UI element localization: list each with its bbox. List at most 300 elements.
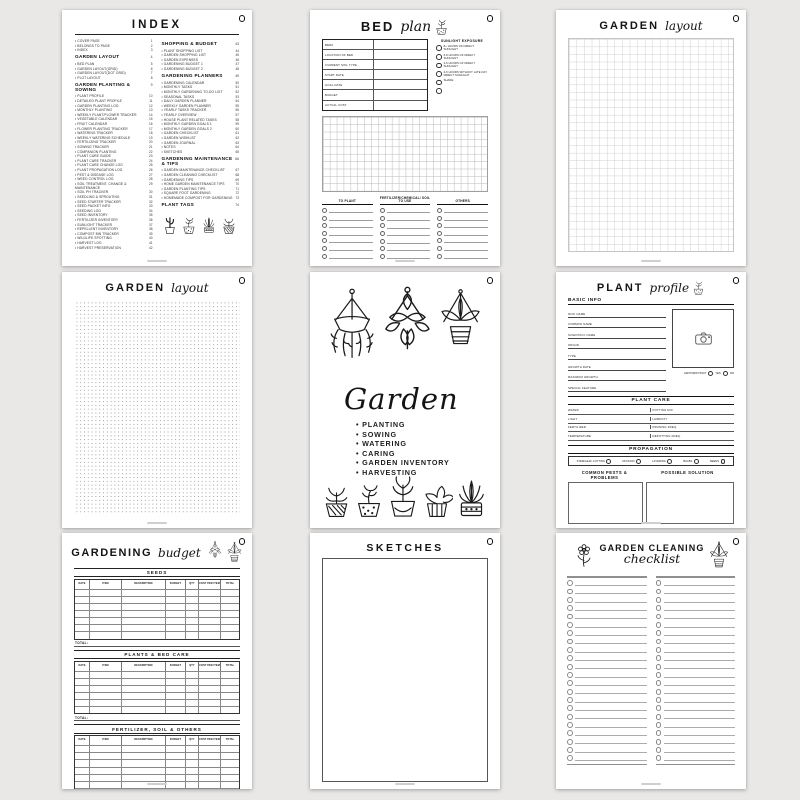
- index-entry-page: 50: [235, 80, 239, 85]
- index-entry: [162, 168, 240, 172]
- checklist-row: [322, 207, 373, 215]
- checklist-row: [380, 237, 431, 245]
- index-entry: [75, 236, 153, 240]
- write-line: [575, 714, 646, 720]
- table-row: [75, 671, 239, 678]
- checkbox-circle-icon: [567, 622, 573, 628]
- index-entry-page: 16: [148, 122, 153, 127]
- solution-header: POSSIBLE SOLUTION: [661, 470, 714, 476]
- potted-plant-icon: [692, 280, 705, 295]
- index-entry-title: • GARDEN PLANTING TIPS: [162, 187, 206, 191]
- index-entry-title: • HOME GARDEN MAINTENANCE TIPS: [162, 182, 225, 186]
- checklist-row: [437, 245, 488, 253]
- index-entry: [162, 74, 240, 79]
- index-entry-title: • SUNLIGHT TRACKER: [75, 223, 112, 227]
- write-line: [444, 216, 488, 221]
- checklist-row: [322, 230, 373, 238]
- radio-circle-icon: [436, 80, 442, 86]
- checkbox-circle-icon: [322, 216, 327, 221]
- care-label-right: HUMIDITY: [650, 417, 705, 421]
- column-header: DATE: [75, 580, 90, 589]
- checklist-row: [656, 587, 736, 595]
- checklist-row: [567, 587, 647, 595]
- checklist-row: [567, 746, 647, 754]
- write-line: [329, 223, 373, 228]
- checklist-row: [567, 662, 647, 670]
- index-entry-title: • FLOWER PLANTING TRACKER: [75, 127, 128, 131]
- striped-pot-icon: [421, 480, 453, 518]
- write-line: [444, 246, 488, 251]
- checklist-row: [437, 222, 488, 230]
- air-yes-label: YES: [715, 371, 721, 375]
- checkbox-circle-icon: [567, 589, 573, 595]
- write-line: [329, 231, 373, 236]
- bed-info-row: [323, 101, 427, 110]
- index-entry: [162, 141, 240, 145]
- checkbox-circle-icon: [567, 747, 573, 753]
- index-entry: [162, 145, 240, 149]
- write-line: [664, 714, 735, 720]
- checkbox-circle-icon: [567, 639, 573, 645]
- care-label-right: PRUNING FREQ.: [650, 425, 705, 429]
- index-entry-page: 68: [235, 173, 239, 178]
- checklist-row: [567, 612, 647, 620]
- index-entry: [162, 150, 240, 154]
- page-title-main: GARDEN: [599, 20, 660, 32]
- index-entry-page: 2: [150, 43, 153, 48]
- index-entry-title: • COMPANION PLANTING: [75, 150, 117, 154]
- index-entry-title: • HOUSE PLANT RELATED TASKS: [162, 118, 217, 122]
- checkbox-circle-icon: [656, 605, 662, 611]
- index-entry-title: • GARDEN MAINTENANCE CHECKLIST: [162, 168, 226, 172]
- index-entry-title: • BED PLAN: [75, 62, 94, 66]
- list-header: TO PLANT: [322, 197, 373, 206]
- checkbox-circle-icon: [656, 680, 662, 686]
- sunlight-option: [436, 79, 488, 85]
- index-entry: [75, 99, 153, 103]
- checkbox-circle-icon: [437, 223, 442, 228]
- index-entry-page: 3: [150, 48, 153, 53]
- column-header: QTY: [186, 736, 199, 745]
- write-line: [387, 223, 431, 228]
- index-entry-title: • WEED CONTROL LOG: [75, 177, 114, 181]
- footer-logo-mark: [395, 783, 415, 786]
- write-line: [664, 747, 735, 753]
- checkbox-circle-icon: [567, 614, 573, 620]
- bed-info-row: [323, 90, 427, 100]
- propagation-option: [622, 459, 640, 464]
- index-entry-page: 9: [150, 82, 153, 87]
- index-entry: [75, 190, 153, 194]
- index-entry: [162, 178, 240, 182]
- big-leaf-pot-icon: [385, 475, 421, 518]
- checklist-row: [380, 222, 431, 230]
- index-entry: [75, 127, 153, 131]
- table-row: [75, 617, 239, 624]
- table-header-row: [75, 661, 239, 671]
- fertilizer-list: [380, 197, 431, 260]
- sunlight-option: [436, 88, 488, 94]
- index-entry: [75, 113, 153, 117]
- index-entry-title: • FERTILIZING TRACKER: [75, 140, 116, 144]
- checklist-row: [437, 214, 488, 222]
- index-entry-page: 15: [148, 117, 153, 122]
- index-entry-title: • INDEX: [75, 48, 88, 52]
- index-column-right: [162, 39, 240, 250]
- index-entry-title: • GARDEN LAYOUT(GRID): [75, 67, 118, 71]
- index-entry-title: • DETAILED PLANT PROFILE: [75, 99, 122, 103]
- photo-column: [672, 307, 734, 392]
- footer-logo-mark: [147, 783, 167, 786]
- index-entry: [162, 127, 240, 131]
- column-bottom-bar: [656, 764, 736, 765]
- index-entry-page: 18: [148, 131, 153, 136]
- index-entry-page: 10: [148, 94, 153, 99]
- write-line: [575, 639, 646, 645]
- checkbox-circle-icon: [656, 622, 662, 628]
- checkbox-circle-icon: [567, 655, 573, 661]
- index-entry: [75, 44, 153, 48]
- column-header: DATE: [75, 736, 90, 745]
- checklist-row: [567, 671, 647, 679]
- bed-info-value: [374, 70, 427, 79]
- checkbox-circle-icon: [380, 208, 385, 213]
- write-line: [575, 706, 646, 712]
- hole-ring-icon: [239, 538, 246, 545]
- index-entry: [75, 168, 153, 172]
- checkbox-circle-icon: [322, 208, 327, 213]
- checklist-row: [322, 252, 373, 260]
- leafy-pot-icon: [221, 213, 237, 237]
- index-entry: [75, 71, 153, 75]
- index-entry-page: 38: [148, 227, 153, 232]
- checklist-row: [380, 207, 431, 215]
- index-entry-page: 24: [148, 158, 153, 163]
- index-entry-title: • PLOT LAYOUT: [75, 76, 101, 80]
- index-entry: [75, 154, 153, 158]
- page-title-main: GARDEN: [105, 282, 166, 294]
- index-entry-title: • GARDEN PLANTING LOG: [75, 104, 119, 108]
- index-entry-title: • GARDENING BUDGET 2: [162, 67, 203, 71]
- checkbox-circle-icon: [322, 246, 327, 251]
- care-label-left: WATER: [568, 408, 579, 413]
- sprout-pot-icon: [353, 481, 385, 518]
- radio-circle-icon: [436, 54, 442, 60]
- index-entry-title: • SEED STARTER TRACKER: [75, 200, 121, 204]
- hole-ring-icon: [733, 277, 740, 284]
- sunlight-exposure-section: [436, 39, 488, 111]
- index-entry-title: • GARDEN CHECKLIST: [162, 131, 199, 135]
- checkbox-circle-icon: [656, 672, 662, 678]
- index-entry: [75, 136, 153, 140]
- flower-icon: [572, 541, 596, 569]
- index-entry-title: • GARDEN JOURNAL: [162, 141, 196, 145]
- checklist-row: [567, 729, 647, 737]
- footer-logo-mark: [641, 522, 661, 525]
- checklist-row: [656, 596, 736, 604]
- write-line: [575, 672, 646, 678]
- table-row: [75, 678, 239, 685]
- basic-info-field-label: ORIGIN: [568, 339, 666, 350]
- index-entry: [75, 209, 153, 213]
- index-entry: [75, 83, 153, 93]
- column-header: BUDGET: [166, 580, 186, 589]
- index-entry-title: • GARDENING BUDGET 1: [162, 62, 203, 66]
- index-entry-title: • SEEDING LOG: [75, 209, 101, 213]
- checkbox-circle-icon: [656, 705, 662, 711]
- index-entry-page: 66: [235, 156, 239, 161]
- index-entry: [75, 104, 153, 108]
- index-entry-page: 17: [148, 126, 153, 131]
- checklist-row: [656, 754, 736, 762]
- sunlight-title: SUNLIGHT EXPOSURE: [440, 39, 484, 43]
- index-entry-page: 59: [235, 122, 239, 127]
- index-entry-title: • GARDENING TIPS: [162, 178, 194, 182]
- column-top-bar: [567, 576, 647, 578]
- table-row: [75, 631, 239, 638]
- index-entry-page: 65: [235, 149, 239, 154]
- index-entry-title: GARDENING PLANNERS: [161, 73, 223, 79]
- checkbox-circle-icon: [567, 689, 573, 695]
- index-entry-page: 6: [150, 66, 153, 71]
- index-entry-page: 5: [150, 61, 153, 66]
- to-plant-list: [322, 197, 373, 260]
- care-label-left: TEMPERATURE: [568, 433, 592, 438]
- page-title: SKETCHES: [366, 542, 444, 554]
- index-entry: [162, 104, 240, 108]
- index-entry-page: 62: [235, 136, 239, 140]
- index-entry-title: • PLANT CARE GUIDE: [75, 154, 111, 158]
- index-entry: [75, 145, 153, 149]
- write-line: [664, 722, 735, 728]
- index-entry: [162, 108, 240, 112]
- checklist-row: [656, 612, 736, 620]
- propagation-option-label: LAYERING: [652, 459, 666, 463]
- sunlight-option-label: SHADE: [443, 79, 454, 83]
- column-header: ITEM: [90, 736, 122, 745]
- index-entry-page: 32: [148, 199, 153, 204]
- checkbox-circle-icon: [567, 680, 573, 686]
- checklist-row: [567, 713, 647, 721]
- index-entry: [162, 90, 240, 94]
- index-entry-page: 12: [148, 103, 153, 108]
- page-gardening-budget: [62, 533, 252, 789]
- write-line: [329, 208, 373, 213]
- checklist-row: [656, 721, 736, 729]
- index-entry-title: SHOPPING & BUDGET: [161, 41, 218, 46]
- radio-circle-icon: [436, 45, 442, 51]
- checklist-row: [380, 230, 431, 238]
- index-entry-page: 36: [148, 218, 153, 222]
- succulent-pot-icon: [201, 210, 217, 237]
- index-entry-page: 58: [235, 117, 239, 122]
- table-row: [75, 706, 239, 713]
- page-bed-plan: [310, 10, 500, 266]
- write-line: [575, 697, 646, 703]
- index-entry-page: 19: [148, 135, 153, 140]
- column-header: DESCRIPTION: [122, 736, 166, 745]
- potted-plants-row: [320, 471, 490, 518]
- write-line: [444, 254, 488, 259]
- write-line: [664, 697, 735, 703]
- index-entry: [162, 113, 240, 117]
- write-line: [575, 747, 646, 753]
- propagation-header: PROPAGATION: [568, 445, 734, 455]
- checkbox-circle-icon: [656, 739, 662, 745]
- column-header: COST PER ITEM: [199, 662, 221, 671]
- index-entry: [75, 218, 153, 222]
- hanging-plant-bushy-icon: [206, 541, 224, 565]
- table-row: [75, 699, 239, 706]
- index-entry: [75, 204, 153, 208]
- write-line: [329, 216, 373, 221]
- write-line: [575, 681, 646, 687]
- checkbox-circle-icon: [380, 216, 385, 221]
- basic-info-field-label: COMMON NAME: [568, 318, 666, 329]
- column-header: COST PER ITEM: [199, 736, 221, 745]
- radio-circle-icon: [636, 459, 641, 464]
- index-entry-page: 35: [148, 213, 153, 218]
- index-entry-page: 44: [235, 48, 239, 53]
- title-rule: [75, 34, 239, 35]
- radio-circle-icon: [436, 63, 442, 69]
- index-entry-title: • PLANT PROPAGATION LOG: [75, 168, 122, 172]
- bed-info-row: [323, 70, 427, 80]
- checkbox-circle-icon: [656, 597, 662, 603]
- index-entry-page: 61: [235, 131, 239, 136]
- checkbox-circle-icon: [567, 597, 573, 603]
- footer-logo-mark: [641, 783, 661, 786]
- index-entry: [75, 195, 153, 199]
- table-row: [75, 767, 239, 774]
- write-line: [329, 238, 373, 243]
- bed-info-label: START DATE: [323, 70, 374, 79]
- index-entry-page: 42: [148, 245, 153, 250]
- table-row: [75, 759, 239, 766]
- table-row: [75, 685, 239, 692]
- bed-info-value: [374, 101, 427, 110]
- index-entry: [75, 150, 153, 154]
- propagation-option: [710, 459, 725, 464]
- checklist-row: [567, 629, 647, 637]
- write-line: [444, 223, 488, 228]
- index-entry: [162, 53, 240, 57]
- checklist-row: [656, 662, 736, 670]
- index-entry-title: PLANT TAGS: [161, 202, 195, 208]
- index-entry-title: GARDEN PLANTING & SOWING: [75, 81, 131, 92]
- checkbox-circle-icon: [656, 664, 662, 670]
- index-entry-title: • WEEKLY PLANT/FLOWER TRACKER: [75, 113, 137, 117]
- plant-care-row: [568, 424, 734, 433]
- table-row: [75, 624, 239, 631]
- checklist-row: [437, 237, 488, 245]
- checkbox-circle-icon: [322, 238, 327, 243]
- write-line: [664, 731, 735, 737]
- checkbox-circle-icon: [567, 714, 573, 720]
- write-line: [387, 216, 431, 221]
- index-entry-page: 72: [235, 191, 239, 196]
- index-entry-title: • GARDEN SHOPPING LIST: [162, 53, 207, 57]
- care-label-right: POTTING MIX: [650, 408, 705, 412]
- bed-info-label: CURRENT SOIL TYPE: [323, 60, 374, 69]
- checklist-row: [322, 222, 373, 230]
- checklist-row: [656, 696, 736, 704]
- index-entry-page: 63: [235, 140, 239, 145]
- page-title-script: checklist: [623, 551, 681, 566]
- checkbox-circle-icon: [567, 580, 573, 586]
- index-entry-title: • PLANT CARE TRACKER: [75, 159, 116, 163]
- checklist-row: [656, 646, 736, 654]
- others-list: [437, 197, 488, 260]
- hole-ring-icon: [487, 15, 494, 22]
- checklist-column-right: [656, 576, 736, 765]
- checkbox-circle-icon: [656, 689, 662, 695]
- checklist-row: [656, 579, 736, 587]
- checkbox-circle-icon: [656, 697, 662, 703]
- plant-care-table: [568, 406, 734, 440]
- checkbox-circle-icon: [567, 722, 573, 728]
- bed-info-label: BED#: [323, 40, 374, 49]
- bed-info-row: [323, 40, 427, 50]
- radio-circle-icon: [667, 459, 672, 464]
- bed-info-value: [374, 50, 427, 59]
- checklist-row: [322, 237, 373, 245]
- index-entry: [75, 246, 153, 250]
- write-line: [664, 756, 735, 762]
- write-line: [575, 605, 646, 611]
- index-entry-title: • WILDLIFE SPOTTING: [75, 236, 112, 240]
- checkbox-circle-icon: [380, 254, 385, 259]
- care-label-left: FERTILIZER: [568, 425, 586, 430]
- index-entry-title: • SEED INVENTORY: [75, 213, 108, 217]
- budget-table-seeds: [74, 579, 240, 640]
- index-entry: [162, 187, 240, 191]
- index-entry: [75, 140, 153, 144]
- write-line: [575, 622, 646, 628]
- cover-bullet-item: • HARVESTING: [356, 468, 488, 478]
- basic-info-field-label: GROWTH RATE: [568, 360, 666, 371]
- index-entry: [75, 182, 153, 190]
- column-header: QTY: [186, 580, 199, 589]
- hole-ring-icon: [239, 15, 246, 22]
- index-entry-page: 22: [148, 149, 153, 154]
- cover-bullet-item: • SOWING: [356, 430, 488, 440]
- checklist-row: [567, 596, 647, 604]
- index-entry: [75, 67, 153, 71]
- write-line: [575, 647, 646, 653]
- index-entry-page: 20: [148, 140, 153, 145]
- checkbox-circle-icon: [656, 580, 662, 586]
- checklist-row: [656, 687, 736, 695]
- plant-care-row: [568, 406, 734, 415]
- column-header: DESCRIPTION: [122, 662, 166, 671]
- plant-care-row: [568, 415, 734, 424]
- index-entry: [75, 232, 153, 236]
- basic-info-field-label: NICK NAME: [568, 307, 666, 318]
- page-sketches: [310, 533, 500, 789]
- column-header: BUDGET: [166, 662, 186, 671]
- write-line: [444, 231, 488, 236]
- checkbox-circle-icon: [656, 747, 662, 753]
- basic-info-fields: [568, 307, 666, 392]
- write-line: [664, 647, 735, 653]
- index-entry: [162, 118, 240, 122]
- bed-info-label: LOCATION OF BED: [323, 50, 374, 59]
- index-entry-page: 29: [148, 181, 153, 186]
- index-entry: [75, 94, 153, 98]
- cover-bullet-list: [356, 420, 488, 478]
- checklist-row: [567, 704, 647, 712]
